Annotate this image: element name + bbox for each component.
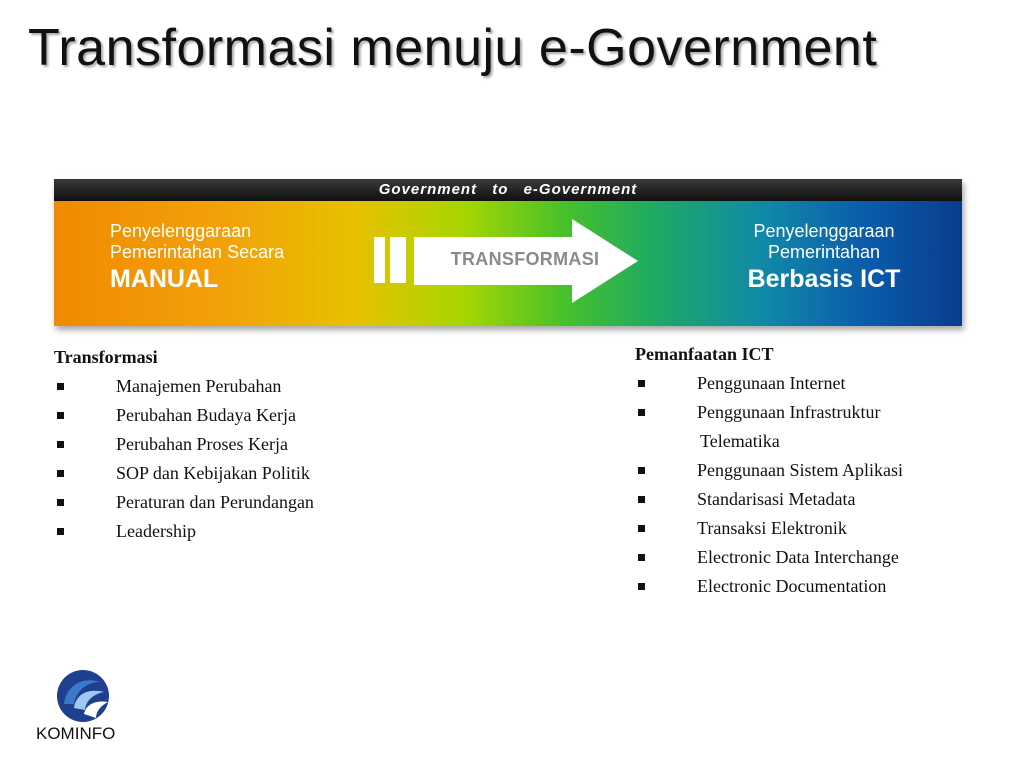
- bullet-icon: [57, 441, 64, 448]
- tail-bar-2: [390, 237, 406, 283]
- banner-header: [54, 179, 962, 201]
- arrow-tail-bars: [374, 237, 414, 283]
- bullet-icon: [57, 470, 64, 477]
- bullet-icon: [638, 525, 645, 532]
- kominfo-logo-icon: [52, 668, 114, 724]
- bullet-icon: [638, 583, 645, 590]
- bullet-icon: [638, 554, 645, 561]
- slide-title: Transformasi menuju e-Government: [28, 19, 878, 77]
- bullet-icon: [638, 380, 645, 387]
- logo-text: KOMINFO: [36, 724, 116, 743]
- ict-line2: Pemerintahan: [767, 242, 881, 262]
- ict-block: [724, 221, 924, 293]
- transformasi-heading: Transformasi: [54, 347, 158, 367]
- transformation-banner: [54, 179, 962, 326]
- transformasi-list: [54, 372, 454, 546]
- pemanfaatan-ict-column: [635, 343, 975, 601]
- transformasi-column: [54, 346, 454, 546]
- list-item: Standarisasi Metadata: [635, 485, 975, 514]
- bullet-icon: [57, 412, 64, 419]
- tail-bar-1: [374, 237, 385, 283]
- list-item: Perubahan Proses Kerja: [54, 430, 454, 459]
- list-item: Perubahan Budaya Kerja: [54, 401, 454, 430]
- list-item: Electronic Data Interchange: [635, 543, 975, 572]
- bullet-icon: [57, 499, 64, 506]
- pemanfaatan-ict-list: [635, 369, 975, 601]
- arrow-label: TRANSFORMASI: [450, 249, 600, 269]
- ict-label: Berbasis ICT: [747, 265, 901, 293]
- manual-line1: Penyelenggaraan: [110, 221, 252, 241]
- list-item: Manajemen Perubahan: [54, 372, 454, 401]
- list-item: Penggunaan Sistem Aplikasi: [635, 456, 975, 485]
- bullet-icon: [57, 528, 64, 535]
- list-item-continuation: Telematika: [700, 431, 780, 451]
- banner-header-text: Government to e-Government: [378, 181, 638, 198]
- list-item: SOP dan Kebijakan Politik: [54, 459, 454, 488]
- list-item: Penggunaan Infrastruktur: [635, 398, 975, 427]
- bullet-icon: [638, 409, 645, 416]
- manual-line2: Pemerintahan Secara: [110, 242, 285, 262]
- banner-gradient: [54, 201, 962, 326]
- list-item: Transaksi Elektronik: [635, 514, 975, 543]
- manual-label: MANUAL: [110, 265, 219, 293]
- pemanfaatan-ict-heading: Pemanfaatan ICT: [635, 344, 774, 364]
- bullet-icon: [57, 383, 64, 390]
- list-item: Penggunaan Internet: [635, 369, 975, 398]
- list-item: Peraturan dan Perundangan: [54, 488, 454, 517]
- list-item: Electronic Documentation: [635, 572, 975, 601]
- manual-block: [110, 221, 350, 293]
- ict-line1: Penyelenggaraan: [753, 221, 895, 241]
- bullet-icon: [638, 496, 645, 503]
- list-item: Leadership: [54, 517, 454, 546]
- bullet-icon: [638, 467, 645, 474]
